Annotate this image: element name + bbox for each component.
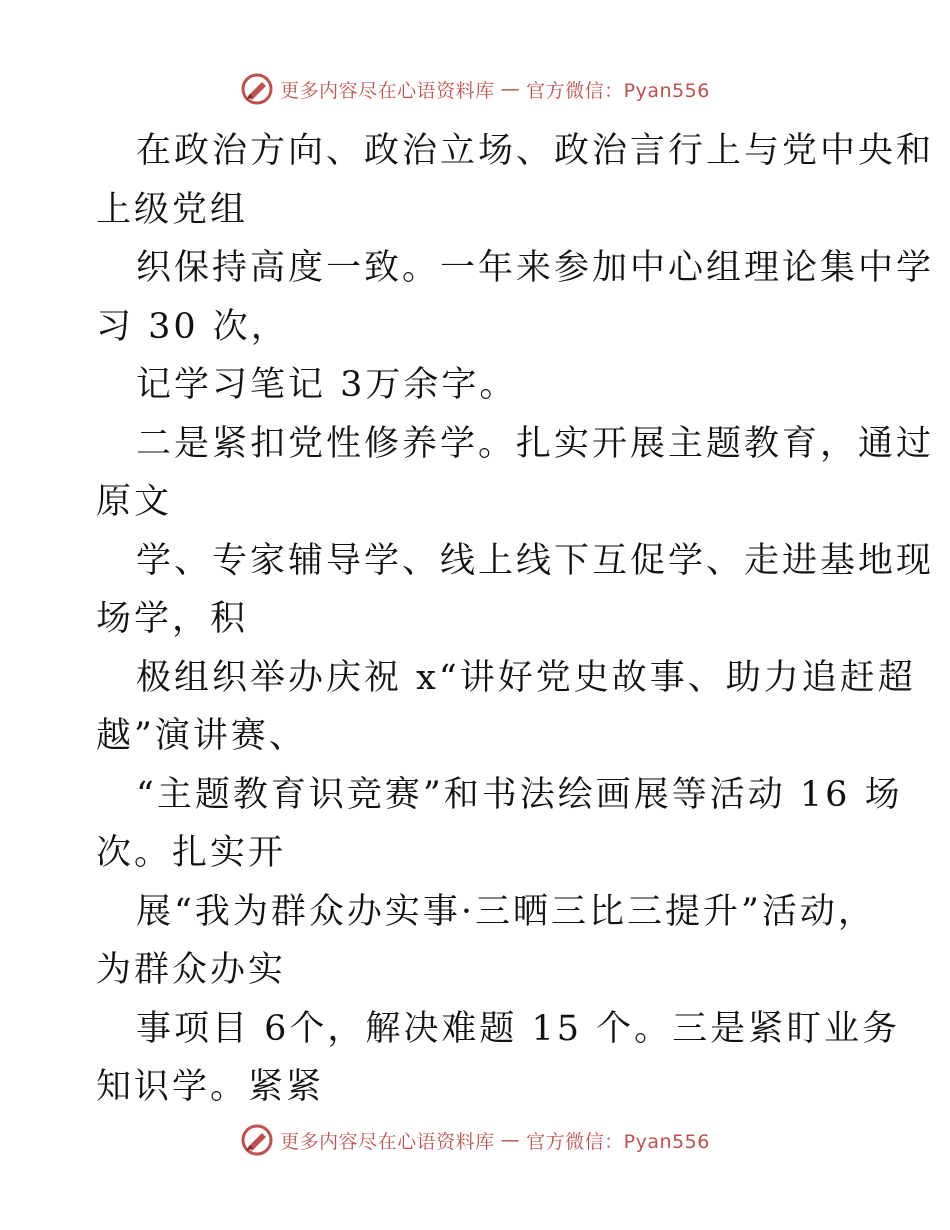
text-line: 次。扎实开 — [96, 833, 287, 873]
text-line: 事项目 6个，解决难题 15 个。三是紧盯业务 — [136, 1008, 901, 1049]
pen-logo-icon — [240, 72, 274, 106]
watermark-wechat: 官方微信：Pyan556 — [526, 1130, 710, 1153]
text-line: 为群众办实 — [96, 950, 287, 990]
text-line: 织保持高度一致。一年来参加中心组理论集中学 — [136, 248, 935, 288]
watermark-text: 更多内容尽在心语资料库 — [280, 1130, 495, 1153]
text-line: 场学，积 — [96, 599, 249, 639]
header-watermark — [0, 72, 950, 106]
watermark-wechat: 官方微信：Pyan556 — [526, 79, 710, 102]
document-body — [96, 122, 935, 1117]
pen-logo-icon — [240, 1123, 274, 1157]
text-line: 上级党组 — [96, 189, 249, 230]
text-line: 知识学。紧紧 — [96, 1067, 325, 1107]
text-line: “主题教育识竞赛”和书法绘画展等活动 16 场 — [136, 774, 903, 815]
text-line: 在政治方向、政治立场、政治言行上与党中央和 — [136, 131, 935, 171]
text-line: 学、专家辅导学、线上线下互促学、走进基地现 — [136, 540, 935, 581]
text-line: 记学习笔记 3万余字。 — [136, 365, 518, 405]
text-line: 二是紧扣党性修养学。扎实开展主题教育，通过 — [136, 423, 935, 464]
text-line: 展“我为群众办实事·三晒三比三提升”活动， — [136, 891, 876, 932]
footer-watermark — [0, 1123, 950, 1157]
text-line: 原文 — [96, 482, 173, 522]
watermark-text: 更多内容尽在心语资料库 — [280, 79, 495, 102]
watermark-separator: — — [500, 78, 521, 100]
text-line: 习 30 次， — [96, 306, 289, 347]
text-line: 极组织举办庆祝 x“讲好党史故事、助力追赶超 — [136, 657, 916, 698]
watermark-separator: — — [500, 1129, 521, 1151]
text-line: 越”演讲赛、 — [96, 716, 307, 756]
